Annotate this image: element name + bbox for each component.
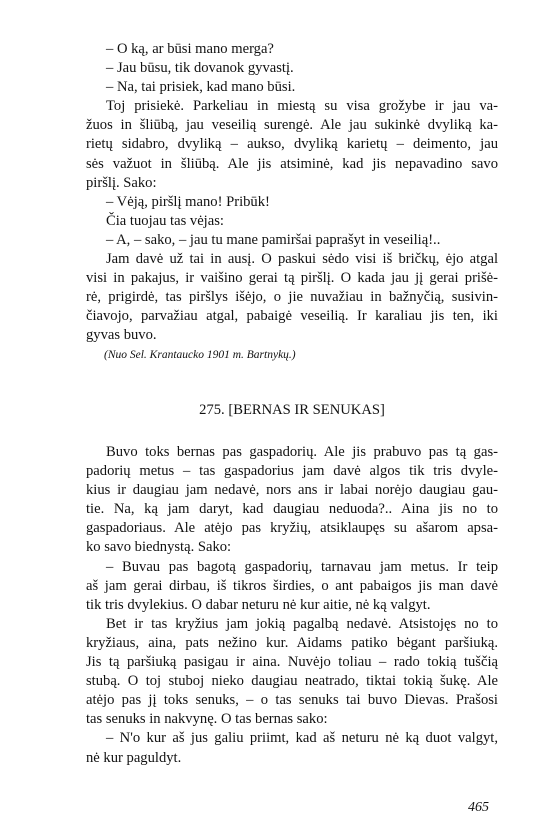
dialogue-line: nė kur paguldyt. <box>86 749 182 766</box>
source-note: (Nuo Sel. Krantaucko 1901 m. Bartnykų.) <box>104 349 296 361</box>
paragraph-line: žuos in šliūbą, jau veseilią surengė. Ale jau sukinkė dvyliką ka- <box>86 117 498 134</box>
dialogue-line: tik tris dvylekius. O dabar neturu nė kur aitie, nė ką valgyt. <box>86 596 431 613</box>
paragraph-line: sės važuot in šliūbą. Ale jis atsiminė, kad jis nepavadino savo <box>86 155 498 172</box>
dialogue-line: aš jam gerai dirbau, iš tikros širdies, o ant pabaigos jis man davė <box>86 577 498 594</box>
paragraph-line: tie. Na, ką jam daryt, kad daugiau neduoda?.. Aina jis no to <box>86 501 498 518</box>
paragraph-line: rė, prigirdė, tas piršlys išėjo, o jie nuvažiau in bažnyčią, susivin- <box>86 289 498 306</box>
paragraph-line: čiavojo, parvažiau atgal, pabaigė veseilią. Ir karaliau jis ten, iki <box>86 308 498 325</box>
dialogue-line: – Buvau pas bagotą gaspadorių, tarnavau jam metus. Ir teip <box>106 558 498 575</box>
dialogue-line: – Vėją, piršlį mano! Pribūk! <box>106 193 270 210</box>
paragraph-line: Jam davė už tai in ausį. O paskui sėdo visi iš bričkų, ėjo atgal <box>106 251 498 268</box>
paragraph-line: Čia tuojau tas vėjas: <box>106 212 224 229</box>
paragraph-line: piršlį. Sako: <box>86 174 157 191</box>
dialogue-line: – Na, tai prisiek, kad mano būsi. <box>106 79 296 96</box>
paragraph-line: ko savo biednystą. Sako: <box>86 539 232 556</box>
paragraph-line: stubą. O toj stuboj nieko daugiau neatrado, tiktai tokią šukę. Ale <box>86 673 498 690</box>
section-title: 275. [BERNAS IR SENUKAS] <box>199 402 385 418</box>
paragraph-line: kryžiaus, aina, pats nežino kur. Aidams patiko bėgant paršiuką. <box>86 634 498 651</box>
paragraph-line: gaspadoriaus. Ale atėjo pas kryžių, atsiklaupęs su ašarom apsa- <box>86 520 498 537</box>
dialogue-line: – A, – sako, – jau tu mane pamiršai paprašyt in veseilią!.. <box>106 231 441 248</box>
paragraph-line: rietų sidabro, dvyliką – aukso, dvyliką karietų – deimento, jau <box>86 136 498 153</box>
paragraph-line: gyvas buvo. <box>86 327 157 344</box>
story-ending-text <box>86 40 498 346</box>
dialogue-line: – Jau būsu, tik dovanok gyvastį. <box>106 60 294 77</box>
paragraph-line: Bet ir tas kryžius jam jokią pagalbą nedavė. Atsistojęs no to <box>106 615 498 632</box>
paragraph-line: Buvo toks bernas pas gaspadorių. Ale jis prabuvo pas tą gas- <box>106 444 498 460</box>
dialogue-line: – N'o kur aš jus galiu priimt, kad aš neturu nė ką duot valgyt, <box>106 730 498 747</box>
paragraph-line: Toj prisiekė. Parkeliau in miestą su visa grožybe ir jau va- <box>106 98 498 115</box>
paragraph-line: padorių metus – tas gaspadorius jam davė algos tik tris dvyle- <box>86 463 498 480</box>
story-text <box>86 443 498 768</box>
dialogue-line: – O ką, ar būsi mano merga? <box>106 41 274 57</box>
paragraph-line: Jis tą paršiuką pasigau ir aina. Nuvėjo toliau – rado tokią tuščią <box>86 654 498 671</box>
paragraph-line: tas senuks in nakvynę. O tas bernas sako: <box>86 711 328 728</box>
paragraph-line: visi in pakajus, ir vaišino gerai tą piršlį. O kada jau jį gerai prišė- <box>86 270 498 287</box>
paragraph-line: atėjo pas jį toks senuks, – o tas senuks tai buvo Dievas. Prašosi <box>86 692 498 709</box>
paragraph-line: kius ir daugiau jam nedavė, nors ans ir labai norėjo daugiau gau- <box>86 482 498 499</box>
page-number: 465 <box>468 800 489 815</box>
